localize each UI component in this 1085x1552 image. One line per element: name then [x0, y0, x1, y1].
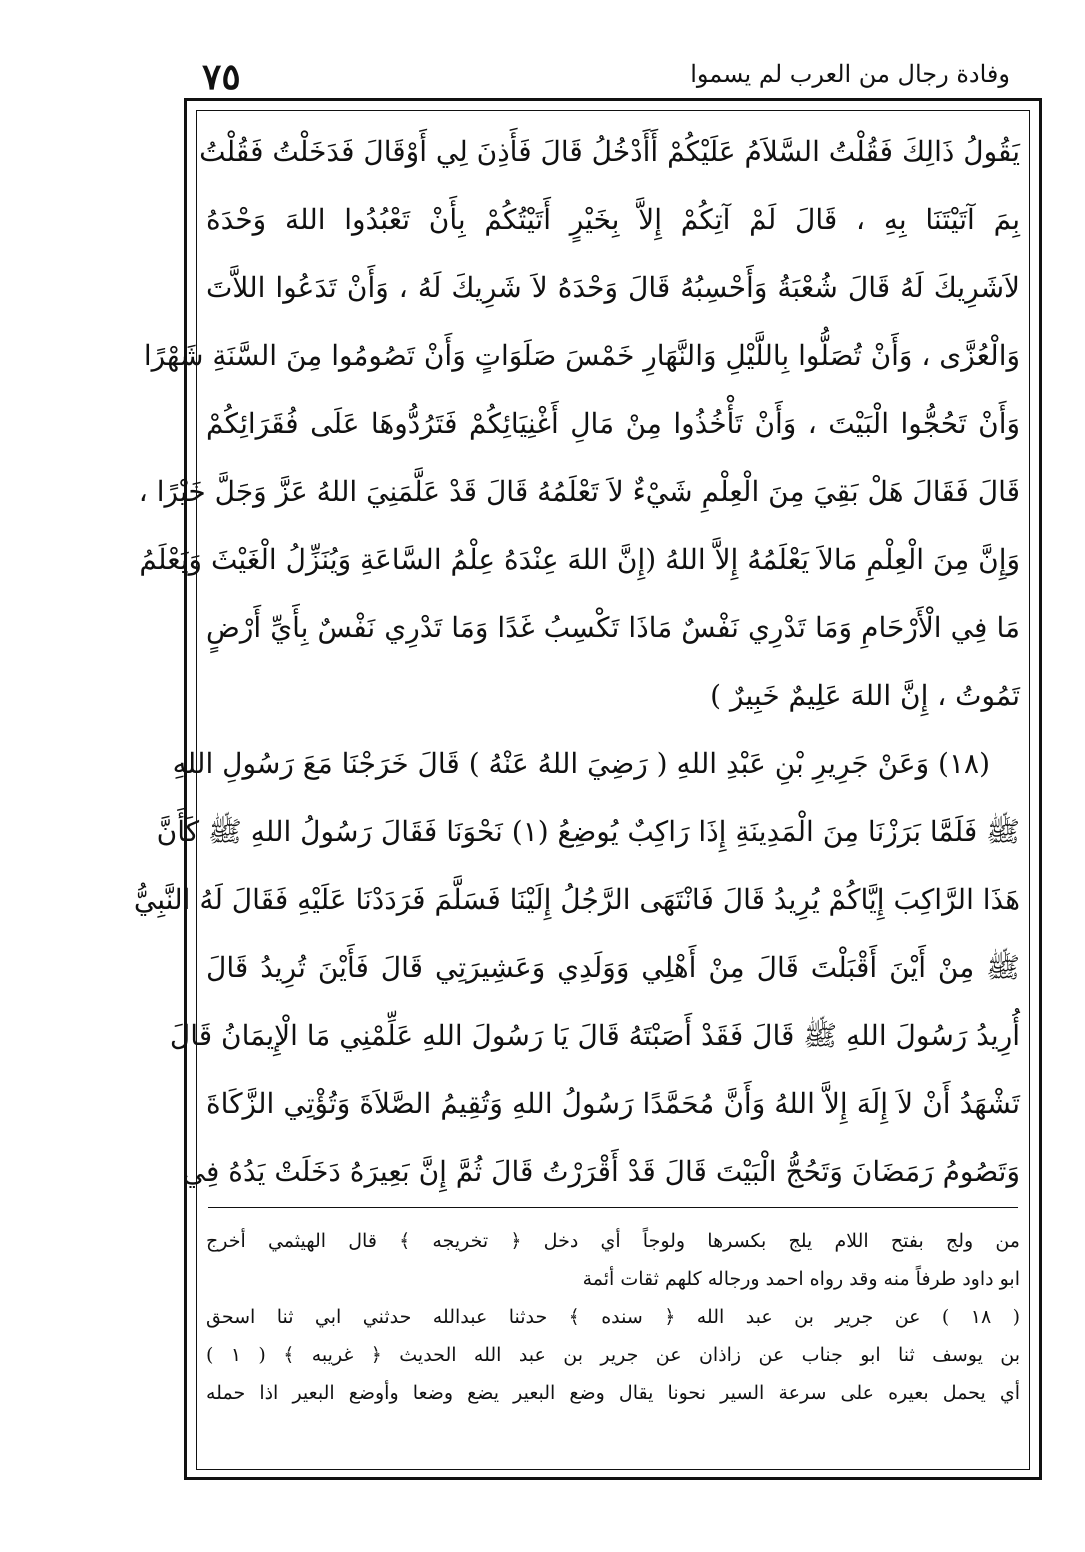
text-line: وَتَصُومُ رَمَضَانَ وَتَحُجُّ الْبَيْتَ قَالَ قَدْ أَقْرَرْتُ قَالَ ثُمَّ إِنَّ بَعِيرَهُ دَخَلَتْ يَدُهُ فِي [182, 1155, 1020, 1188]
footnote-separator [208, 1207, 1018, 1208]
text-line: تَمُوتُ ، إِنَّ اللهَ عَلِيمٌ خَبِيرٌ ) [710, 679, 1020, 712]
main-text-block [133, 118, 1020, 1198]
text-line: يَقُولُ ذَالِكَ فَقُلْتُ السَّلاَمُ عَلَيْكُمْ أَأَدْخُلُ قَالَ فَأَذِنَ لِي أَوْقَالَ فَدَخَلْتُ فَقُلْتُ [199, 135, 1020, 168]
text-line: لاَشَرِيكَ لَهُ قَالَ شُعْبَةُ وَأَحْسِبُهُ قَالَ وَحْدَهُ لاَ شَرِيكَ لَهُ ، وَأَنْ تَدَعُوا اللاَّتَ [206, 271, 1020, 304]
page-number: ٧٥ [202, 56, 241, 98]
footnote-line: ( ١٨ ) عن جرير بن عبد الله ﴿ سنده ﴾ حدثنا عبدالله حدثني ابي ثنا اسحق [206, 1306, 1020, 1328]
text-line: ﷺ فَلَمَّا بَرَزْنَا مِنَ الْمَدِينَةِ إِذَا رَاكِبٌ يُوضِعُ (١) نَحْوَنَا فَقَالَ رَسُولُ اللهِ ﷺ كَأَنَّ [156, 815, 1020, 848]
text-line: هَذَا الرَّاكِبَ إِيَّاكُمْ يُرِيدُ قَالَ فَانْتَهَى الرَّجُلُ إِلَيْنَا فَسَلَّمَ فَرَدَدْنَا عَلَيْهِ فَقَالَ لَهُ النَّبِيُّ [133, 883, 1020, 916]
running-title: وفادة رجال من العرب لم يسموا [690, 60, 1010, 88]
text-line: وَالْعُزَّى ، وَأَنْ تُصَلُّوا بِاللَّيْلِ وَالنَّهَارِ خَمْسَ صَلَوَاتٍ وَأَنْ تَصُومُوا مِنَ السَّنَةِ شَهْرًا [143, 339, 1020, 372]
hadith-18-start-line: (١٨) وَعَنْ جَرِيرِ بْنِ عَبْدِ اللهِ ( رَضِيَ اللهُ عَنْهُ ) قَالَ خَرَجْنَا مَعَ رَسُولِ اللهِ [172, 747, 990, 780]
page-header [190, 52, 1040, 102]
text-line: تَشْهَدُ أَنْ لاَ إِلَهَ إِلاَّ اللهُ وَأَنَّ مُحَمَّدًا رَسُولُ اللهِ وَتُقِيمُ الصَّلاَةَ وَتُؤْتِي الزَّكَاةَ [206, 1087, 1020, 1120]
footnote-line: أي يحمل بعيره على سرعة السير نحونا يقال وضع البعير يضع وضعا وأوضع البعير اذا حمله [206, 1382, 1020, 1404]
text-line: قَالَ فَقَالَ هَلْ بَقِيَ مِنَ الْعِلْمِ شَيْءٌ لاَ تَعْلَمُهُ قَالَ قَدْ عَلَّمَنِيَ اللهُ عَزَّ وَجَلَّ خَيْرًا ، [138, 475, 1020, 508]
text-line: وَأَنْ تَحُجُّوا الْبَيْتَ ، وَأَنْ تَأْخُذُوا مِنْ مَالِ أَغْنِيَائِكُمْ فَتَرُدُّوهَا عَلَى فُقَرَائِكُمْ [206, 407, 1020, 440]
footnote-line: من ولج بفتح اللام يلج بكسرها ولوجاً أي دخل ﴿ تخريجه ﴾ قال الهيثمي أخرج [206, 1230, 1020, 1252]
text-line: بِمَ آتَيْتَنَا بِهِ ، قَالَ لَمْ آتِكُمْ إِلاَّ بِخَيْرٍ أَتَيْتُكُمْ بِأَنْ تَعْبُدُوا اللهَ وَحْدَهُ [206, 203, 1020, 236]
text-line: أُرِيدُ رَسُولَ اللهِ ﷺ قَالَ فَقَدْ أَصَبْتَهُ قَالَ يَا رَسُولَ اللهِ عَلِّمْنِي مَا الْإِيمَانُ قَالَ [169, 1019, 1020, 1052]
text-line: وَإِنَّ مِنَ الْعِلْمِ مَالاَ يَعْلَمُهُ إِلاَّ اللهُ (إِنَّ اللهَ عِنْدَهُ عِلْمُ السَّاعَةِ وَيُنَزِّلُ الْغَيْثَ وَيَعْلَمُ [139, 543, 1020, 576]
text-line: مَا فِي الْأَرْحَامِ وَمَا تَدْرِي نَفْسٌ مَاذَا تَكْسِبُ غَدًا وَمَا تَدْرِي نَفْسٌ بِأَيِّ أَرْضٍ [206, 611, 1020, 644]
footnotes-block [206, 1222, 1020, 1462]
text-line: ﷺ مِنْ أَيْنَ أَقْبَلْتَ قَالَ مِنْ أَهْلِي وَوَلَدِي وَعَشِيرَتِي قَالَ فَأَيْنَ تُرِيدُ قَالَ [206, 951, 1020, 984]
footnote-line: بن يوسف ثنا ابو جناب عن زاذان عن جرير بن عبد الله الحديث ﴿ غريبه ﴾ ( ١ ) [206, 1344, 1021, 1366]
footnote-line: ابو داود طرفاً منه وقد رواه احمد ورجاله كلهم ثقات أئمة [582, 1268, 1020, 1290]
